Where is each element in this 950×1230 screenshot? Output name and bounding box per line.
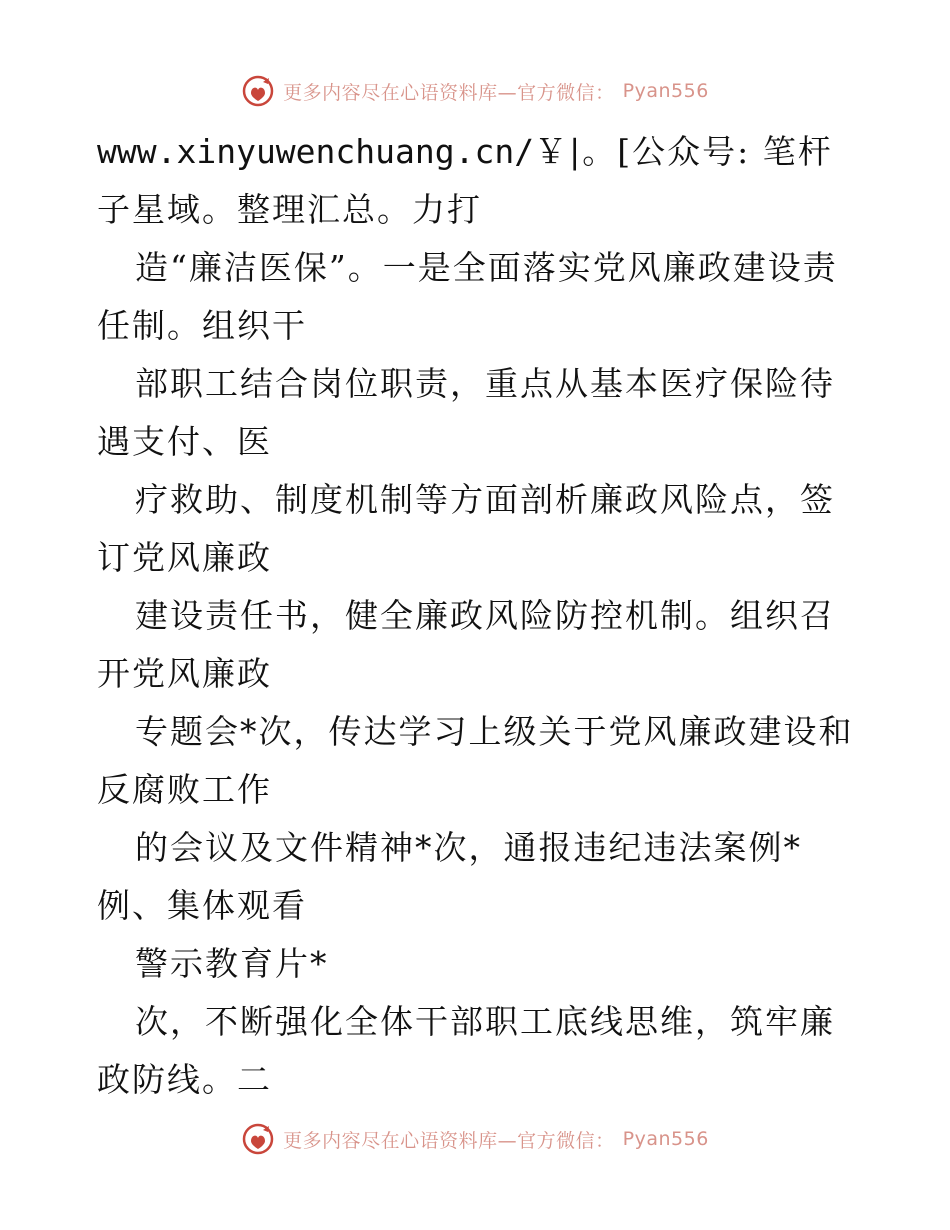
paragraph-line-3: 部职工结合岗位职责，重点从基本医疗保险待遇支付、医: [97, 364, 835, 461]
paragraph-line-9: 次，不断强化全体干部职工底线思维，筑牢廉政防线。二: [97, 1002, 835, 1099]
banner-text: 更多内容尽在心语资料库—官方微信：: [283, 1129, 615, 1152]
banner-text: 更多内容尽在心语资料库—官方微信：: [283, 81, 615, 104]
paragraph-line-6: 专题会*次，传达学习上级关于党风廉政建设和反腐败工作: [97, 712, 854, 809]
heart-pen-logo-icon: [241, 1122, 275, 1156]
banner-wechat-id: Pyan556: [622, 1128, 709, 1150]
paragraph-line-8: 警示教育片*: [135, 944, 329, 983]
paragraph-line-7: 的会议及文件精神*次，通报违纪违法案例*例、集体观看: [97, 828, 802, 925]
website-url: www.xinyuwenchuang.cn/: [97, 132, 535, 171]
document-body: [97, 123, 857, 1109]
paragraph-line-2: 造“廉洁医保”。一是全面落实党风廉政建设责任制。组织干: [97, 248, 838, 345]
banner-wechat-id: Pyan556: [622, 80, 709, 102]
paragraph-line-1: [97, 123, 857, 239]
paragraph-line-4: 疗救助、制度机制等方面剖析廉政风险点，签订党风廉政: [97, 480, 835, 577]
footer-watermark-banner: [0, 1119, 950, 1159]
line-text: ￥|。[公众号: 笔杆子星域。整理汇总。力打: [97, 132, 833, 229]
header-watermark-banner: [0, 71, 950, 111]
heart-pen-logo-icon: [241, 74, 275, 108]
paragraph-line-5: 建设责任书，健全廉政风险防控机制。组织召开党风廉政: [97, 596, 835, 693]
